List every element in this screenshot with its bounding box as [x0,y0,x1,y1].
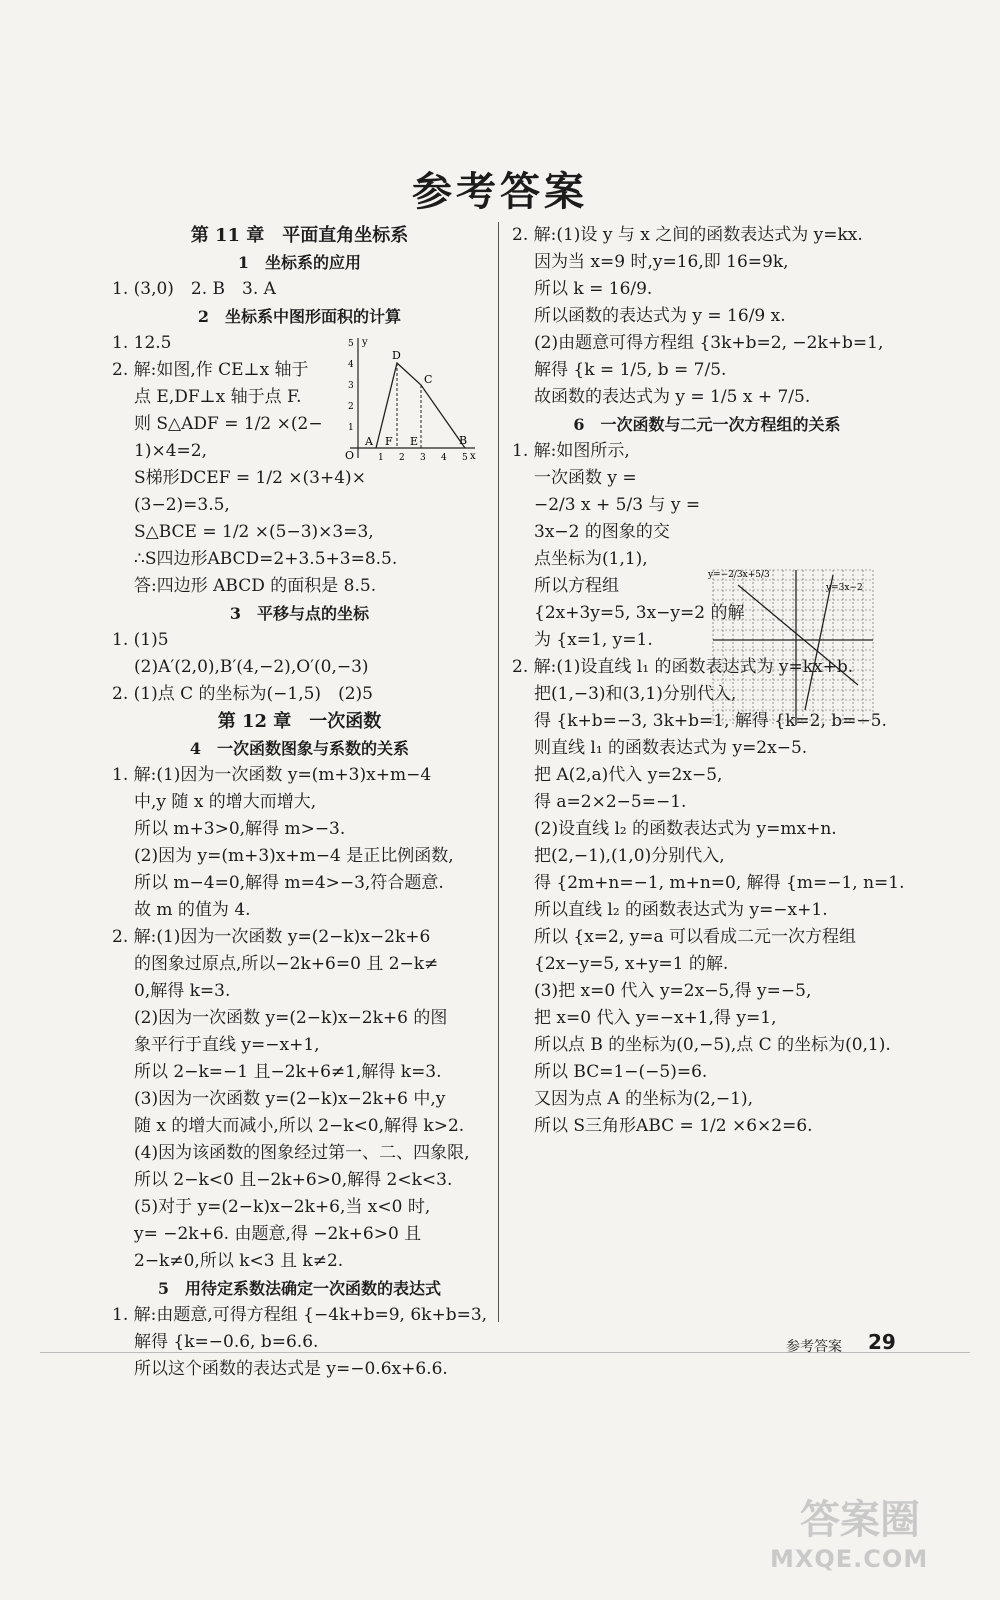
answer-line: 所以点 B 的坐标为(0,−5),点 C 的坐标为(0,1). [534,1035,891,1055]
answer-line: 2. (1)点 C 的坐标为(−1,5) (2)5 [112,684,373,704]
answer-line: (3)把 x=0 代入 y=2x−5,得 y=−5, [534,981,812,1001]
answer-line: 2. 解:(1)设直线 l₁ 的函数表达式为 y=kx+b. [512,657,854,677]
answer-line: 所以 {x=2, y=a 可以看成二元一次方程组 [534,927,857,947]
column-divider [498,222,499,1322]
answer-line: 故 m 的值为 4. [134,900,251,920]
answer-line: {2x−y=5, x+y=1 的解. [534,954,729,974]
answer-line: 所以方程组 [534,576,619,596]
fig1-x-tick: 2 [399,453,405,463]
answer-line: 答:四边形 ABCD 的面积是 8.5. [134,576,377,596]
footer-label: 参考答案 [786,1339,842,1355]
answer-line: 中,y 随 x 的增大而增大, [134,792,317,812]
answer-line: 为 {x=1, y=1. [534,630,653,650]
answer-line: 得 {k+b=−3, 3k+b=1, 解得 {k=2, b=−5. [534,711,887,731]
answer-line: 2. 解:(1)因为一次函数 y=(2−k)x−2k+6 [112,927,431,947]
fig1-y-label: y [362,337,368,348]
answer-line: 故函数的表达式为 y = 1/5 x + 7/5. [534,387,811,407]
fig1-y-tick: 1 [348,423,354,433]
answer-line: S△BCE = 1/2 ×(5−3)×3=3, [134,522,374,542]
answer-line: 0,解得 k=3. [134,981,231,1001]
fig1-y-tick: 5 [348,339,354,349]
answer-line: (5)对于 y=(2−k)x−2k+6,当 x<0 时, [134,1197,431,1217]
quadrilateral-figure [340,333,480,463]
answer-line: 1)×4=2, [134,441,207,461]
answer-line: (2)A′(2,0),B′(4,−2),O′(0,−3) [134,657,369,677]
answer-line: 因为当 x=9 时,y=16,即 16=9k, [534,252,789,272]
fig1-y-tick: 4 [348,360,354,370]
answer-line: 把 A(2,a)代入 y=2x−5, [534,765,723,785]
answer-line: {2x+3y=5, 3x−y=2 的解 [534,603,745,623]
section-heading: 1 坐标系的应用 [237,253,362,272]
answer-line: 2. 解:如图,作 CE⊥x 轴于 [112,360,309,380]
fig1-o-label: O [345,449,355,462]
answer-line: −2/3 x + 5/3 与 y = [534,495,701,515]
answer-line: 把 x=0 代入 y=−x+1,得 y=1, [534,1008,777,1028]
grid-graph-figure [708,565,878,730]
answer-line: 所以 BC=1−(−5)=6. [534,1062,708,1082]
answer-line: (2)设直线 l₂ 的函数表达式为 y=mx+n. [534,819,837,839]
answer-line: 解得 {k=−0.6, b=6.6. [134,1332,319,1352]
answer-line: 所以直线 l₂ 的函数表达式为 y=−x+1. [534,900,828,920]
answer-line: 的图象过原点,所以−2k+6=0 且 2−k≠ [134,954,439,974]
section-heading: 6 一次函数与二元一次方程组的关系 [573,415,841,434]
fig2-line2-label: y=3x−2 [826,583,863,593]
answer-line: 1. 解:(1)因为一次函数 y=(m+3)x+m−4 [112,765,432,785]
fig1-x-tick: 4 [441,453,447,463]
answer-line: 点坐标为(1,1), [534,549,648,569]
answer-line: 解得 {k = 1/5, b = 7/5. [534,360,727,380]
answer-line: 2−k≠0,所以 k<3 且 k≠2. [134,1251,344,1271]
answer-line: 1. 解:如图所示, [512,441,630,461]
answer-line: 所以 k = 16/9. [534,279,653,299]
fig1-y-tick: 3 [348,381,354,391]
answer-line: (2)因为一次函数 y=(2−k)x−2k+6 的图 [134,1008,448,1028]
section-heading: 3 平移与点的坐标 [229,604,370,623]
answer-line: 又因为点 A 的坐标为(2,−1), [534,1089,754,1109]
answer-line: 1. (1)5 [112,630,169,650]
fig1-b-label: B [459,434,468,447]
answer-line: 则 S△ADF = 1/2 ×(2− [134,414,323,434]
fig1-e-label: E [410,435,419,448]
answer-line: 1. (3,0) 2. B 3. A [112,279,276,299]
fig2-line1-label: y=−2/3x+5/3 [708,570,770,580]
section-heading: 4 一次函数图象与系数的关系 [189,739,410,758]
fig1-a-label: A [365,435,373,448]
answer-line: 随 x 的增大而减小,所以 2−k<0,解得 k>2. [134,1116,465,1136]
answer-line: 得 {2m+n=−1, m+n=0, 解得 {m=−1, n=1. [534,873,905,893]
answer-line: 所以这个函数的表达式是 y=−0.6x+6.6. [134,1359,448,1379]
answer-line: 得 a=2×2−5=−1. [534,792,687,812]
answer-line: 把(2,−1),(1,0)分别代入, [534,846,725,866]
answer-line: (4)因为该函数的图象经过第一、二、四象限, [134,1143,470,1163]
fig1-x-tick: 1 [378,453,384,463]
answer-line: 所以 m+3>0,解得 m>−3. [134,819,346,839]
page-number: 29 [868,1330,896,1354]
watermark-logo: 答案圈 [800,1497,920,1543]
answer-line: 1. 解:由题意,可得方程组 {−4k+b=9, 6k+b=3, [112,1305,488,1325]
section-heading: 2 坐标系中图形面积的计算 [197,307,402,326]
fig1-x-tick: 3 [420,453,426,463]
fig1-y-tick: 2 [348,402,354,412]
answer-line: 1. 12.5 [112,333,172,353]
fig1-x-tick: 5 [462,453,468,463]
answer-line: 所以 S三角形ABC = 1/2 ×6×2=6. [534,1116,813,1136]
answer-line: 象平行于直线 y=−x+1, [134,1035,320,1055]
answer-line: 点 E,DF⊥x 轴于点 F. [134,387,302,407]
fig1-f-label: F [385,435,393,448]
answer-line: 所以 2−k<0 且−2k+6>0,解得 2<k<3. [134,1170,453,1190]
page-title: 参考答案 [412,168,588,215]
answer-line: (2)由题意可得方程组 {3k+b=2, −2k+b=1, [534,333,884,353]
answer-line: 3x−2 的图象的交 [534,522,670,542]
watermark-url: MXQE.COM [770,1545,929,1573]
answer-line: 则直线 l₁ 的函数表达式为 y=2x−5. [534,738,808,758]
answer-line: 所以 m−4=0,解得 m=4>−3,符合题意. [134,873,444,893]
answer-line: (3)因为一次函数 y=(2−k)x−2k+6 中,y [134,1089,446,1109]
fig1-c-label: C [424,373,433,386]
answer-line: S梯形DCEF = 1/2 ×(3+4)× [134,468,366,488]
chapter-heading: 第 11 章 平面直角坐标系 [190,225,409,246]
answer-line: 把(1,−3)和(3,1)分别代入, [534,684,737,704]
answer-line: 2. 解:(1)设 y 与 x 之间的函数表达式为 y=kx. [512,225,863,245]
answer-line: (3−2)=3.5, [134,495,230,515]
answer-line: (2)因为 y=(m+3)x+m−4 是正比例函数, [134,846,454,866]
answer-line: 一次函数 y = [534,468,637,488]
fig1-x-label: x [470,451,476,462]
chapter-heading: 第 12 章 一次函数 [217,711,382,732]
answer-line: 所以函数的表达式为 y = 16/9 x. [534,306,786,326]
answer-line: 所以 2−k=−1 且−2k+6≠1,解得 k=3. [134,1062,442,1082]
answer-line: y= −2k+6. 由题意,得 −2k+6>0 且 [134,1224,422,1244]
fig1-d-label: D [392,349,401,362]
section-heading: 5 用待定系数法确定一次函数的表达式 [157,1279,442,1298]
answer-line: ∴S四边形ABCD=2+3.5+3=8.5. [134,549,398,569]
